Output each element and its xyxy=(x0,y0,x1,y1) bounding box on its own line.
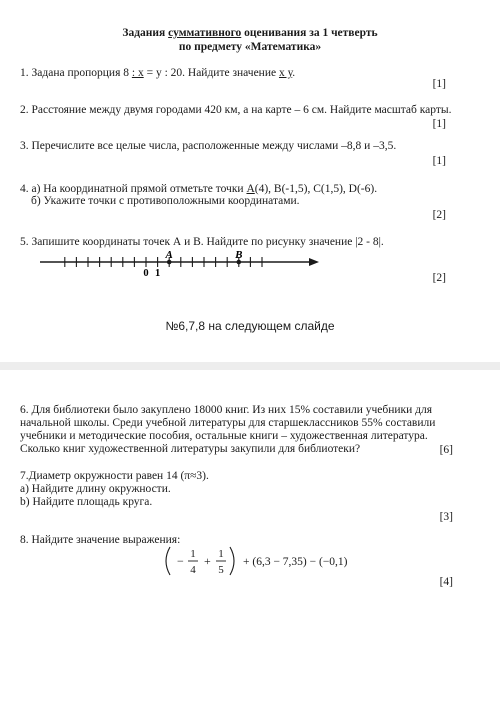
question-6-line-2: начальной школы. Среди учебной литературы для старшеклассников 55% составили xyxy=(20,417,436,429)
point-a-label: A xyxy=(165,249,173,261)
minus-sign: − xyxy=(177,554,184,568)
q4-score: [2] xyxy=(432,209,446,221)
frac2-denominator: 5 xyxy=(218,564,224,576)
open-paren xyxy=(166,547,170,575)
tick-label-1: 1 xyxy=(154,268,161,279)
title-text: Задания xyxy=(122,27,169,39)
question-8: 8. Найдите значение выражения: xyxy=(20,534,181,546)
worksheet-title xyxy=(0,26,500,40)
q4a-text-end: (4), В(-1,5), С(1,5), D(-6). xyxy=(254,183,378,195)
question-4b: б) Укажите точки с противоположными координатами. xyxy=(31,195,300,207)
q5-score: [2] xyxy=(432,272,446,284)
frac1-denominator: 4 xyxy=(190,564,196,576)
question-3: 3. Перечислите все целые числа, расположенные между числами –8,8 и –3,5. xyxy=(20,140,397,152)
q1-text-mid: = у : 20. Найдите значение xyxy=(143,67,279,79)
question-6-line-3: учебники и методические пособия, остальные книги – художественная литература. xyxy=(20,430,428,442)
question-1 xyxy=(20,67,295,80)
plus-sign: + xyxy=(204,554,211,568)
q8-score: [4] xyxy=(439,576,453,588)
question-2: 2. Расстояние между двумя городами 420 км, а на карте – 6 см. Найдите масштаб карты. xyxy=(20,104,452,116)
q4a-text: 4. а) На координатной прямой отметьте точки xyxy=(20,183,247,195)
q1-underlined-xy: х у xyxy=(278,67,293,79)
next-slide-note: №6,7,8 на следующем слайде xyxy=(165,319,335,333)
q4a-underlined-point: А xyxy=(246,183,255,195)
q1-score: [1] xyxy=(432,78,446,90)
frac2-numerator: 1 xyxy=(218,548,224,560)
math-expression xyxy=(160,542,360,584)
question-7: 7.Диаметр окружности равен 14 (π≈3). xyxy=(20,470,209,482)
number-line-arrow xyxy=(309,258,319,266)
question-7b: b) Найдите площадь круга. xyxy=(20,496,153,508)
q1-text: 1. Задана пропорция 8 xyxy=(20,67,132,79)
frac1-numerator: 1 xyxy=(190,548,196,560)
point-b-label: B xyxy=(235,249,243,261)
question-7a: а) Найдите длину окружности. xyxy=(20,483,171,495)
expression-rest: + (6,3 − 7,35) − (−0,1) xyxy=(243,556,348,568)
q2-score: [1] xyxy=(432,118,446,130)
q7-score: [3] xyxy=(439,511,453,523)
title-text-end: оценивания за 1 четверть xyxy=(241,27,378,39)
question-5: 5. Запишите координаты точек А и В. Найдите по рисунку значение |2 - 8|. xyxy=(20,236,384,248)
worksheet-page-2 xyxy=(0,370,500,724)
question-6-line-4: Сколько книг художественной литературы закупили для библиотеки? xyxy=(20,443,361,455)
worksheet-subtitle: по предмету «Математика» xyxy=(178,41,322,53)
q6-score: [6] xyxy=(439,444,453,456)
tick-label-0: 0 xyxy=(143,268,149,279)
q1-text-end: . xyxy=(292,67,296,79)
close-paren xyxy=(230,547,234,575)
q3-score: [1] xyxy=(432,155,446,167)
q1-underlined-x: : х xyxy=(131,67,144,79)
number-line xyxy=(0,245,500,279)
title-underlined-word: суммативного xyxy=(168,27,242,39)
question-6-line-1: 6. Для библиотеки было закуплено 18000 книг. Из них 15% составили учебники для xyxy=(20,404,433,416)
